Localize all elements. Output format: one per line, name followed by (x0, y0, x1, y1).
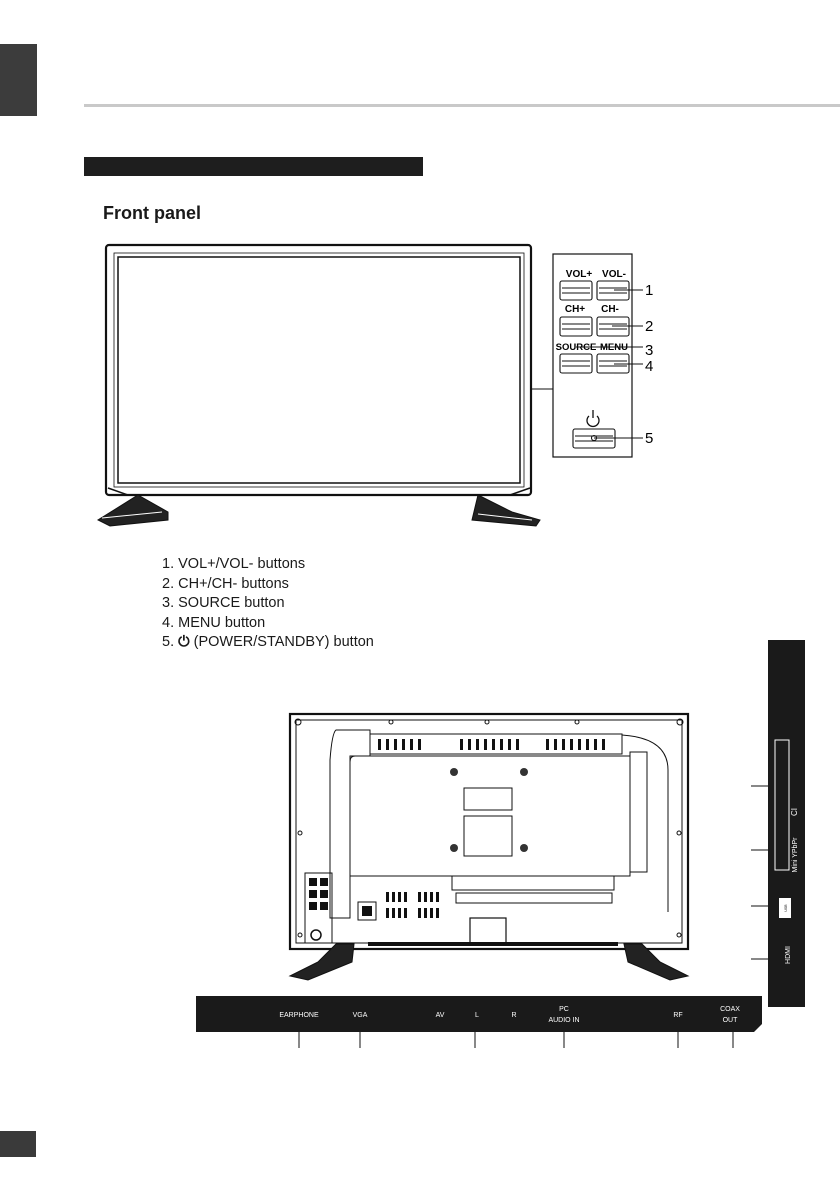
rf-port-label: RF (673, 1012, 683, 1019)
hdmi-port-label: HDMI (785, 946, 792, 964)
legend-item: 2. CH+/CH- buttons (162, 575, 289, 592)
vol-plus-label: VOL+ (565, 269, 593, 280)
l-port-label: L (475, 1012, 479, 1019)
callout-2: 2 (645, 318, 654, 335)
power-icon: ⏻ (178, 634, 190, 651)
out-port-label: OUT (722, 1017, 738, 1024)
callout-4: 4 (645, 358, 654, 375)
legend-item: 4. MENU button (162, 614, 266, 631)
pc-port-label: PC (559, 1006, 569, 1013)
mini-ypbpr-port-label: Mini YPbPr (792, 837, 799, 873)
audio-in-port-label: AUDIO IN (548, 1017, 580, 1024)
legend-item: 5. ⏻ (POWER/STANDBY) button (162, 634, 374, 651)
r-port-label: R (511, 1012, 517, 1019)
callout-5: 5 (645, 430, 654, 447)
vol-minus-label: VOL- (602, 269, 626, 280)
bottom-ports-panel (196, 996, 762, 1048)
source-label: SOURCE (555, 342, 597, 353)
side-ports-panel (751, 640, 805, 1007)
coax-port-label: COAX (720, 1006, 740, 1013)
earphone-port-label: EARPHONE (279, 1012, 319, 1019)
tv-front-view (98, 245, 553, 526)
callout-3: 3 (645, 342, 654, 359)
vga-port-label: VGA (352, 1012, 368, 1019)
av-port-label: AV (435, 1012, 445, 1019)
callout-1: 1 (645, 282, 654, 299)
control-buttons-zoom (553, 254, 653, 457)
page-number-tab (0, 1131, 36, 1157)
usb-port-label: USB (784, 904, 788, 912)
tv-rear-view (290, 714, 688, 980)
ch-minus-label: CH- (601, 304, 619, 315)
legend-item: 3. SOURCE button (162, 595, 285, 612)
ch-plus-label: CH+ (564, 304, 586, 315)
ci-port-label: CI (790, 808, 799, 816)
buttons-legend (162, 555, 374, 653)
legend-item: 1. VOL+/VOL- buttons (162, 556, 306, 572)
section-title: Front panel (103, 203, 201, 223)
menu-label: MENU (600, 342, 628, 353)
